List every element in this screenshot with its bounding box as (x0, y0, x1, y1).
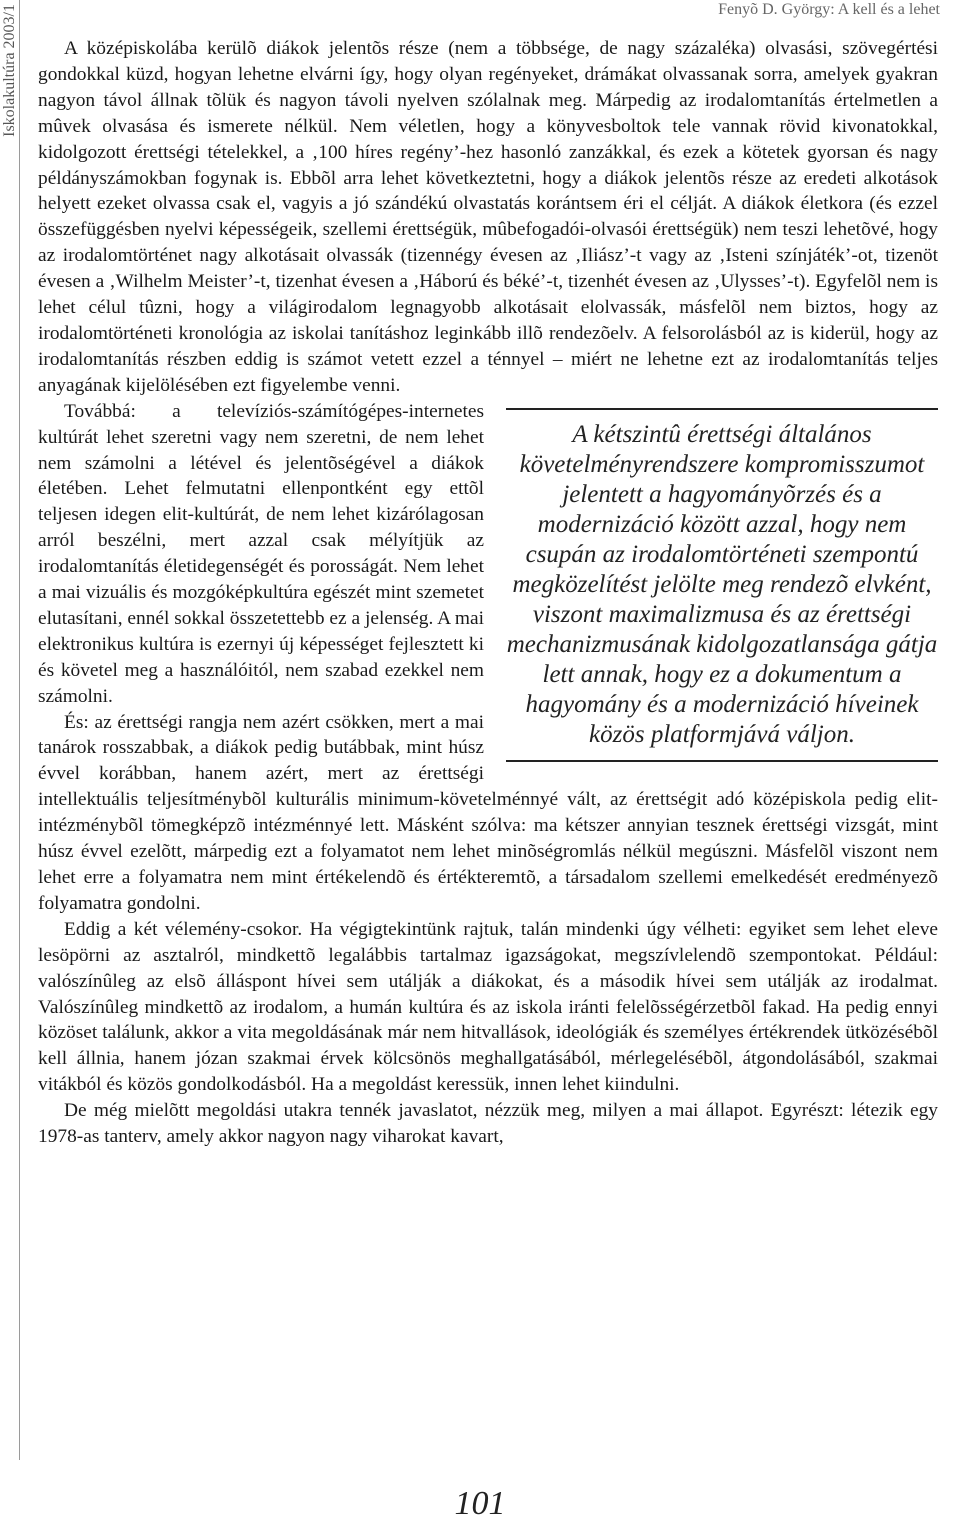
article-body (38, 36, 938, 1150)
paragraph-2: Továbbá: a televíziós-számítógépes-internetes kultúrát lehet szeretni vagy nem szeretni, de nem lehet nem számolni a létével és jelentõségével a diákok életében. Lehet felmutatni ellenpontként egy ettõl teljesen idegen elit-kultúrát, de nem lehet kizárólagosan arról beszélni, mert azzal csak mélyítjük az irodalomtanítás életidegenségét és porosságát. Nem lehet a mai vizuális és mozgóképkultúra egészét mint szemetet elutasítani, ennél sokkal összetettebb ez a jelenség. A mai elektronikus kultúra is ezernyi új képességet fejlesztett ki és követel meg a használóitól, nem szabad ezekkel nem számolni. (38, 400, 484, 707)
paragraph-1: A középiskolába kerülõ diákok jelentõs része (nem a többsége, de nagy százaléka) olvasási, szövegértési gondokkal küzd, hogyan lehetne elvárni így, hogy olyan regényeket, drámákat olvassanak sorra, amelyek gyakran nagyon távol állnak tõlük és nagyon távoli nyelven szólalnak meg. Márpedig az irodalomtanítás értelmetlen a mûvek olvasása és ismerete nélkül. Nem véletlen, hogy a könyvesboltok tele vannak rövid kivonatokkal, kidolgozott érettségi tételekkel, a ‚100 híres regény’-hez hasonló zanzákkal, és ezek a kötetek gyorsan és nagy példányszámokban fogynak is. Ebbõl arra lehet következtetni, hogy a diákok jelentõs része az eredeti alkotások helyett ezeket olvassa csak el, vagyis a jó szándékú olvastatás korántsem éri el célját. A diákok életkora (és ezzel összefüggésben nyelvi képességeik, szellemi érettségük, mûbefogadói-olvasói érettségük) nem teszi lehetõvé, hogy az irodalomtörténet nagy alkotásait olvassák (tizennégy évesen az ‚Iliász’-t vagy az ‚Isteni színjáték’-ot, tizenöt évesen a ‚Wilhelm Meister’-t, tizenhat évesen a ‚Háború és béké’-t, tizenhét évesen az ‚Ulysses’-t). Egyfelõl nem is lehet célul tûzni, hogy a világirodalom legnagyobb alkotásait elolvassák, másfelõl nem biztos, hogy az irodalomtörténeti kronológia az iskolai tanításhoz leginkább illõ rendezõelv. A felsorolásból az is kiderül, hogy az irodalomtanítás részben eddig is számot vetett ezzel a ténnyel – miért ne lehetne ezt az irodalomtanítás teljes anyagának kijelölésében ezt figyelembe venni. (38, 38, 938, 396)
margin-rule (19, 0, 20, 1460)
paragraph-5: De még mielõtt megoldási utakra tennék javaslatot, nézzük meg, milyen a mai állapot. Egyrészt: létezik egy 1978-as tanterv, amely akkor nagyon nagy viharokat kavart, (38, 1100, 938, 1148)
pull-quote: A kétszintû érettségi általános követelményrendszere kompromisszumot jelentett a hagyományõrzés és a modernizáció között azzal, hogy nem csupán az irodalomtörténeti szempontú megközelítést jelölte meg rendezõ elvként, viszont maximalizmusa és az érettségi mechanizmusának kidolgozatlansága gátja lett annak, hogy ez a dokumentum a hagyomány és a modernizáció híveinek közös platformjává váljon. (506, 408, 938, 762)
running-head: Fenyõ D. György: A kell és a lehet (718, 1, 940, 18)
page-number: 101 (454, 1485, 506, 1522)
paragraph-3: És: az érettségi rangja nem azért csökken, mert a mai tanárok rosszabbak, a diákok pedig butábbak, mint húsz évvel korábban, hanem azért, mert az érettségi intellektuális teljesítménybõl kulturális minimum-követelménnyé vált, az érettségit adó középiskola pedig elit-intézménybõl tömegképzõ intézménnyé lett. Másként szólva: ma kétszer annyian tesznek érettségi vizsgát, mint húsz évvel ezelõtt, márpedig ezt a folyamatot nem lehet minõségromlás nélkül megúszni. Másfelõl viszont nem lehet erre a folyamatra nem mint értékelendõ és értékteremtõ, a társadalom szellemi emelkedését eredményezõ folyamatra gondolni. (38, 711, 938, 914)
journal-name: Iskolakultúra 2003/1 (1, 4, 18, 137)
journal-side-label (0, 0, 20, 420)
paragraph-4: Eddig a két vélemény-csokor. Ha végigtekintünk rajtuk, talán mindenki úgy vélheti: egyiket sem lehet eleve lesöpörni az asztalról, mindkettõ legalábbis tartalmaz igazságokat, megszívlelendõ szempontokat. Például: valószínûleg az elsõ álláspont hívei sem utálják a diákokat, és a második hívei sem utálják az irodalmat. Valószínûleg mindkettõ az irodalom, a humán kultúra és az iskola iránti felelõsségérzetbõl fakad. Ha pedig ennyi közöset találunk, akkor a vita megoldásának már nem hitvallások, ideológiák és személyes értékrendek ütközésébõl kell állnia, hanem józan szakmai érvek kölcsönös meghallgatásából, mérlegelésébõl, átgondolásából, szakmai vitákból és közös gondolkodásból. Ha a megoldást keressük, innen lehet kiindulni. (38, 918, 938, 1096)
